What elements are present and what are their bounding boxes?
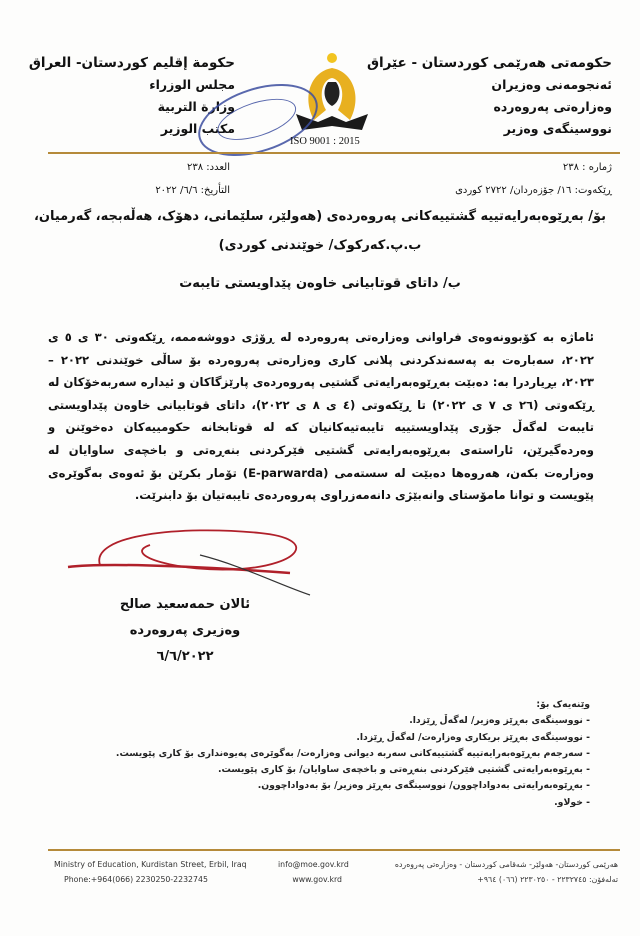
footer-web: www.gov.krd <box>292 875 342 884</box>
copy-item: - نووسینگەی بەڕێز بریکاری وەزارەت/ لەگەڵ ڕێزدا. <box>356 731 590 743</box>
copy-item: - سەرجەم بەڕێوەبەرایەتییە گشتییەکانی سەربە دیوانی وەزارەت/ بەگوێرەی پەیوەنداری بۆ کاری پێویست. <box>115 747 590 759</box>
footer-email: info@moe.gov.krd <box>278 860 349 869</box>
footer-rule <box>48 849 620 851</box>
footer-address-ku: هەرێمی کوردستان- هەولێر- شەقامی کوردستان - وەزارەتی پەروەردە <box>394 860 618 869</box>
arabic-date: التأريخ: ٦/٦/ ٢٠٢٢ <box>155 185 230 196</box>
subject: ب/ داتای قوتابیانی خاوەن پێداویستی تایبەت <box>179 276 461 291</box>
council-arabic: مجلس الوزراء <box>149 77 235 92</box>
kurdish-date: ڕێکەوت: ١٦/ جۆزەردان/ ٢٧٢٢ کوردی <box>455 185 612 196</box>
gov-arabic: حكومة إقليم كوردستان- العراق <box>28 55 235 71</box>
copies-heading: وێنەیەک بۆ: <box>536 699 590 710</box>
signatory-name: ئالان حمەسعید صالح <box>119 597 251 612</box>
signature-date: ٦/٦/٢٠٢٢ <box>156 649 214 664</box>
meta-arabic <box>155 156 230 202</box>
footer-phone-ku: تەلەفۆن: ٢٢٣٢٧٤٥ - ٢٢٣٠٢٥٠ (٠٦٦) ٩٦٤+ <box>477 875 618 884</box>
signatory-title: وەزیری پەروەردە <box>129 623 241 638</box>
copy-item: - بەڕێوەبەرایەتی بەدواداچوون/ نووسینگەی بەڕێز وەزیر/ بۆ بەدواداچوون. <box>257 780 590 792</box>
footer-phone: Phone:+964(066) 2230250-2232745 <box>64 875 208 884</box>
recipient-line: بۆ/ بەڕێوەبەرایەتییە گشتییەکانی پەروەردەی (هەولێر، سلێمانی، دهۆک، هەڵەبجە، گەرمیان، <box>33 209 607 224</box>
recipient-line: ب.پ.کەرکوک/ خوێندنی کوردی) <box>218 238 422 253</box>
recipient <box>0 202 640 260</box>
arabic-number: العدد: ٢٣٨ <box>186 162 230 173</box>
footer-contact <box>278 857 349 887</box>
header-kurdish <box>367 52 612 140</box>
office-kurdish: نووسینگەی وەزیر <box>503 121 612 136</box>
ministry-kurdish: وەزارەتی پەروەردە <box>493 99 612 114</box>
footer-kurdish <box>395 857 618 887</box>
footer-english <box>54 857 247 887</box>
office-arabic: مكتب الوزير <box>160 121 235 136</box>
header-rule <box>48 152 620 154</box>
copies-section <box>116 697 590 811</box>
council-kurdish: ئەنجومەنی وەزیران <box>491 77 612 92</box>
meta-kurdish <box>455 156 612 202</box>
reference-number: ژمارە : ٢٣٨ <box>562 162 612 173</box>
copy-item: - نووسینگەی بەڕێز وەزیر/ لەگەڵ ڕێزدا. <box>409 715 590 727</box>
copy-item: - خولاو. <box>554 796 590 808</box>
footer-address: Ministry of Education, Kurdistan Street, Erbil, Iraq <box>54 860 247 869</box>
copy-item: - بەڕێوەبەرایەتی گشتیی فێرکردنی بنەڕەتی و باخچەی ساوایان/ بۆ کاری پێویست. <box>218 764 590 776</box>
gov-kurdish: حکومەتی هەرێمی کوردستان - عێراق <box>366 55 612 71</box>
letter-body: ئاماژە بە کۆبوونەوەی فراوانی وەزارەتی پەروەردە لە ڕۆژی دووشەممە، ڕێکەوتی ٣٠ ی ٥ ی ٢٠٢٢، سەبارەت بە پەسەندکردنی پلانی کاری وەزارەتی پەروەردە بۆ ساڵی خوێندنی ٢٠٢٢ – ٢٠٢٣، بڕیاردرا بە: دەبێت بەڕێوەبەرایەتی گشتیی پەروەردەی پارێزگاکان و ئیدارە سەربەخۆکان لە ڕێکەوتی (٢٦ ی ٧ ی ٢٠٢٢) تا ڕێکەوتی (٤ ی ٨ ی ٢٠٢٢)، داتای قوتابیانی خاوەن پێداویستی تایبەت لەگەڵ جۆری پێداویستییە تایبەتیەکانیان کە لە قوتابخانە حکومییەکان دەخوێنن و وەردەگیرێن، ئاراستەی بەڕێوەبەرایەتی گشتیی فێرکردنی بنەڕەتی و باخچەی ساوایان لە وەزارەت بکەن، هەروەها دەبێت لە سستەمی (E-parwarda) تۆمار بکرێن بۆ ئەوەی بەگوێرەی پێویست و توانا مامۆستای وانەبێژی دانەمەزراوی پەروەردەی تایبەتیان بۆ دابنرێت. <box>48 330 595 503</box>
iso-label: ISO 9001 : 2015 <box>290 136 360 147</box>
ministry-arabic: وزارة التربية <box>157 99 235 114</box>
signature-block <box>110 592 260 670</box>
